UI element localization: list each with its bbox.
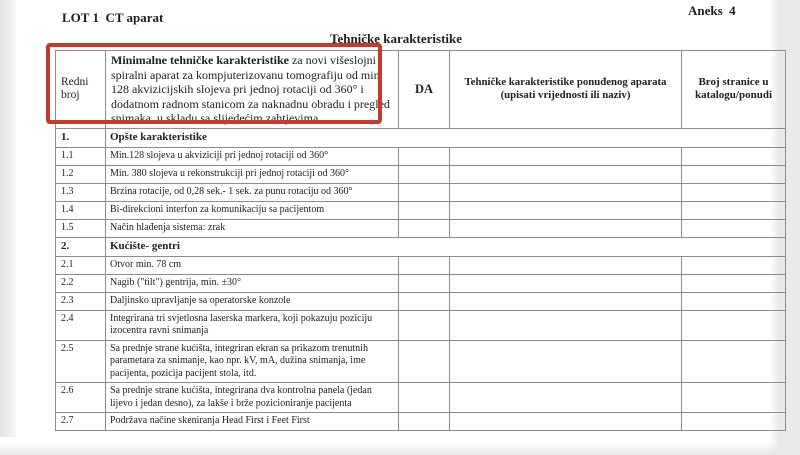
value-cell xyxy=(450,183,682,201)
table-row xyxy=(56,256,786,274)
page-cell xyxy=(682,340,786,383)
row-number: 2.1 xyxy=(56,256,106,274)
value-cell xyxy=(450,147,682,165)
row-number: 1.5 xyxy=(56,219,106,237)
section-title: Opšte karakteristike xyxy=(106,128,786,147)
value-cell xyxy=(450,201,682,219)
table-row xyxy=(56,219,786,237)
value-cell xyxy=(450,383,682,413)
photo-edge-left xyxy=(0,0,16,437)
row-number: 1.2 xyxy=(56,165,106,183)
da-cell xyxy=(399,274,450,292)
row-number: 2.6 xyxy=(56,383,106,413)
row-description: Sa prednje strane kućišta, integrirana dva kontrolna panela (jedan lijevo i jedan desno), za lakše i brže pozicioniranje pacijenta xyxy=(106,383,399,413)
header-offered-apparatus xyxy=(450,51,682,129)
table-row xyxy=(56,413,786,431)
page-cell xyxy=(682,383,786,413)
row-description: Podržava načine skeniranja Head First i Feet First xyxy=(106,413,399,431)
row-description: Bi-direkcioni interfon za komunikaciju sa pacijentom xyxy=(106,201,399,219)
da-cell xyxy=(399,292,450,310)
row-number: 2. xyxy=(56,237,106,256)
header-desc-rest: za novi višeslojni spiralni aparat za kompjuterizovanu tomografiju od min. 128 akvizicijskih slojeva pri jednoj rotaciji od 360° i dodatnom radnom stanicom za naknadnu obradu i pregled snimaka, u skladu sa slijedećim zahtjevima xyxy=(111,53,390,126)
row-description: Daljinsko upravljanje sa operatorske konzole xyxy=(106,292,399,310)
header-offered-line2: (upisati vrijednosti ili naziv) xyxy=(500,89,631,102)
page-cell xyxy=(682,201,786,219)
row-description: Nagib ("tilt") gentrija, min. ±30° xyxy=(106,274,399,292)
da-cell xyxy=(399,147,450,165)
row-description: Sa prednje strane kućišta, integriran ekran sa prikazom trenutnih parametara za snimanje, kao npr. kV, mA, dužina snimanja, ime pacijenta, pozicija pacijent stola, itd. xyxy=(106,340,399,383)
row-description: Način hlađenja sistema: zrak xyxy=(106,219,399,237)
page-cell xyxy=(682,256,786,274)
table-row xyxy=(56,201,786,219)
da-cell xyxy=(399,383,450,413)
value-cell xyxy=(450,165,682,183)
table-row xyxy=(56,340,786,383)
header-minimal-requirements xyxy=(106,51,399,129)
technical-characteristics-table xyxy=(55,50,786,431)
header-desc-bold: Minimalne tehničke karakteristike xyxy=(111,53,289,67)
row-description: Otvor min. 78 cm xyxy=(106,256,399,274)
value-cell xyxy=(450,413,682,431)
page-title: Tehničke karakteristike xyxy=(329,31,463,46)
page-cell xyxy=(682,165,786,183)
header-da: DA xyxy=(399,51,450,129)
header-redni-broj: Redni broj xyxy=(56,51,106,129)
row-description: Integrirana tri svjetlosna laserska markera, koji pokazuju poziciju izocentra ravni snimanja xyxy=(106,310,399,340)
value-cell xyxy=(450,340,682,383)
table-header-row xyxy=(56,51,786,129)
table-row xyxy=(56,383,786,413)
da-cell xyxy=(399,201,450,219)
row-description: Min.128 slojeva u akviziciji pri jednoj rotaciji od 360° xyxy=(106,147,399,165)
value-cell xyxy=(450,274,682,292)
table-row xyxy=(56,292,786,310)
value-cell xyxy=(450,256,682,274)
da-cell xyxy=(399,310,450,340)
section-row xyxy=(56,237,786,256)
row-number: 2.3 xyxy=(56,292,106,310)
value-cell xyxy=(450,310,682,340)
table-row xyxy=(56,274,786,292)
da-cell xyxy=(399,413,450,431)
row-number: 1. xyxy=(56,128,106,147)
row-description: Brzina rotacije, od 0,28 sek.- 1 sek. za punu rotaciju od 360° xyxy=(106,183,399,201)
page-cell xyxy=(682,310,786,340)
section-title: Kućište- gentri xyxy=(106,237,786,256)
row-number: 1.3 xyxy=(56,183,106,201)
header-page-number: Broj stranice u katalogu/ponudi xyxy=(682,51,786,129)
page-cell xyxy=(682,292,786,310)
value-cell xyxy=(450,292,682,310)
row-number: 2.7 xyxy=(56,413,106,431)
page-cell xyxy=(682,219,786,237)
table-row xyxy=(56,147,786,165)
page-cell xyxy=(682,147,786,165)
da-cell xyxy=(399,219,450,237)
table-row xyxy=(56,310,786,340)
header-offered-line1: Tehničke karakteristike ponuđenog aparata xyxy=(464,75,667,88)
table-row xyxy=(56,165,786,183)
row-number: 2.5 xyxy=(56,340,106,383)
lot-title: LOT 1 CT aparat xyxy=(62,10,164,25)
row-number: 1.4 xyxy=(56,201,106,219)
da-cell xyxy=(399,340,450,383)
section-row xyxy=(56,128,786,147)
row-number: 2.4 xyxy=(56,310,106,340)
page-cell xyxy=(682,413,786,431)
value-cell xyxy=(450,219,682,237)
annex-label: Aneks 4 xyxy=(688,3,736,18)
da-cell xyxy=(399,256,450,274)
da-cell xyxy=(399,183,450,201)
da-cell xyxy=(399,165,450,183)
row-number: 2.2 xyxy=(56,274,106,292)
photo-edge-bottom xyxy=(0,442,800,455)
page-cell xyxy=(682,274,786,292)
row-description: Min. 380 slojeva u rekonstrukciji pri jednoj rotaciji od 360° xyxy=(106,165,399,183)
row-number: 1.1 xyxy=(56,147,106,165)
table-row xyxy=(56,183,786,201)
page-cell xyxy=(682,183,786,201)
